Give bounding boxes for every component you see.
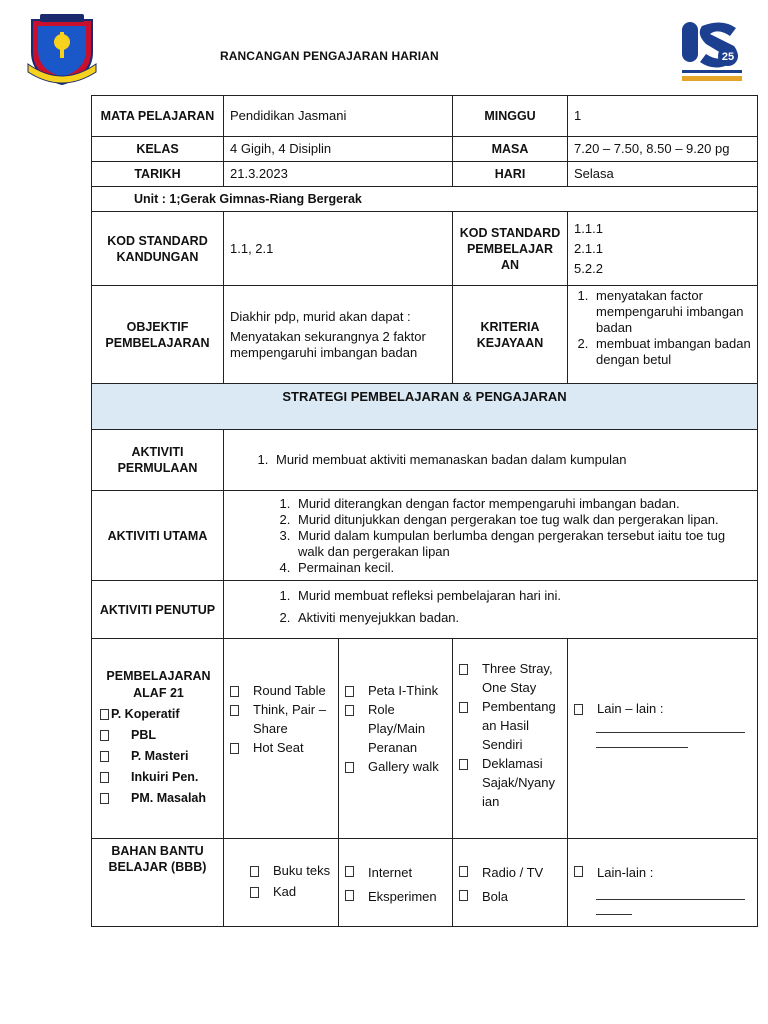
tarikh-value: 21.3.2023 <box>224 162 453 187</box>
checkbox-icon[interactable] <box>459 702 468 713</box>
lesson-plan-table <box>91 95 758 927</box>
fill-line[interactable] <box>596 733 688 748</box>
checkbox-icon[interactable] <box>459 664 468 675</box>
kod-sp-item: 5.2.2 <box>574 260 603 276</box>
logo-number: 25 <box>721 51 735 63</box>
checkbox-icon[interactable] <box>459 866 468 877</box>
alaf21-option[interactable]: PM. Masalah <box>100 788 217 809</box>
hari-value: Selasa <box>568 162 758 187</box>
bbb-option[interactable]: Kad <box>250 882 332 901</box>
penutup-item: 2. Aktiviti menyejukkan badan. <box>294 607 751 629</box>
bbb-col1 <box>224 839 339 927</box>
alaf21-option[interactable]: Pembentang an Hasil Sendiri <box>459 697 561 754</box>
mata-pelajaran-label: MATA PELAJARAN <box>92 96 224 137</box>
alaf21-option[interactable]: Lain – lain : <box>574 699 751 718</box>
bbb-option[interactable]: Bola <box>459 885 561 909</box>
tarikh-label: TARIKH <box>92 162 224 187</box>
row-tarikh <box>92 162 758 187</box>
row-alaf21 <box>92 639 758 839</box>
bbb-col3 <box>453 839 568 927</box>
objektif-text: Menyatakan sekurangnya 2 faktor mempengaruhi imbangan badan <box>230 328 426 360</box>
checkbox-icon[interactable] <box>345 705 354 716</box>
row-utama <box>92 491 758 581</box>
bbb-option[interactable]: Internet <box>345 861 446 885</box>
utama-item: 3. Murid dalam kumpulan berlumba dengan pergerakan tersebut iaitu toe tug walk dan pergerakan lipan <box>294 528 749 560</box>
checkbox-icon[interactable] <box>459 759 468 770</box>
alaf21-option[interactable]: Round Table <box>230 681 332 700</box>
permulaan-content <box>224 430 758 491</box>
row-unit <box>92 187 758 212</box>
kod-sp-item: 2.1.1 <box>574 240 603 256</box>
checkbox-icon[interactable] <box>100 751 109 762</box>
alaf21-option[interactable]: Deklamasi Sajak/Nyany ian <box>459 754 561 811</box>
penutup-item: 1. Murid membuat refleksi pembelajaran hari ini. <box>294 585 751 607</box>
checkbox-icon[interactable] <box>574 704 583 715</box>
alaf21-col2 <box>339 639 453 839</box>
kelas-value: 4 Gigih, 4 Disiplin <box>224 137 453 162</box>
page-title: RANCANGAN PENGAJARAN HARIAN <box>220 49 439 63</box>
alaf21-col1 <box>224 639 339 839</box>
kod-sk-value: 1.1, 2.1 <box>224 212 453 286</box>
masa-value: 7.20 – 7.50, 8.50 – 9.20 pg <box>568 137 758 162</box>
kod-sp-values <box>568 212 758 286</box>
bbb-col4 <box>568 839 758 927</box>
checkbox-icon[interactable] <box>345 686 354 697</box>
utama-item: 4. Permainan kecil. <box>294 560 749 576</box>
fill-line[interactable] <box>596 900 632 915</box>
objektif-intro: Diakhir pdp, murid akan dapat : <box>230 308 411 324</box>
alaf21-option[interactable]: Three Stray, One Stay <box>459 659 561 697</box>
checkbox-icon[interactable] <box>100 730 109 741</box>
checkbox-icon[interactable] <box>345 866 354 877</box>
kod-sp-label: KOD STANDARD PEMBELAJAR AN <box>453 212 568 286</box>
utama-item: 1. Murid diterangkan dengan factor mempengaruhi imbangan badan. <box>294 496 749 512</box>
kod-sp-item: 1.1.1 <box>574 220 603 236</box>
row-permulaan <box>92 430 758 491</box>
utama-label: AKTIVITI UTAMA <box>92 491 224 581</box>
checkbox-icon[interactable] <box>345 762 354 773</box>
permulaan-item: 1. Murid membuat aktiviti memanaskan badan dalam kumpulan <box>272 452 751 468</box>
kriteria-label: KRITERIA KEJAYAAN <box>453 286 568 384</box>
checkbox-icon[interactable] <box>459 890 468 901</box>
mata-pelajaran-value: Pendidikan Jasmani <box>224 96 453 137</box>
checkbox-icon[interactable] <box>100 709 109 720</box>
row-objektif <box>92 286 758 384</box>
alaf21-option[interactable]: PBL <box>100 725 217 746</box>
row-penutup <box>92 581 758 639</box>
alaf21-col3 <box>453 639 568 839</box>
alaf21-label: PEMBELAJARAN ALAF 21 <box>106 669 211 700</box>
unit-title: Unit : 1;Gerak Gimnas-Riang Bergerak <box>92 187 758 212</box>
minggu-value: 1 <box>568 96 758 137</box>
anniversary-logo <box>676 16 748 88</box>
school-crest-logo <box>24 12 100 88</box>
alaf21-option[interactable]: Think, Pair – Share <box>230 700 332 738</box>
fill-line[interactable] <box>596 718 745 733</box>
minggu-label: MINGGU <box>453 96 568 137</box>
row-kod-standard <box>92 212 758 286</box>
utama-content <box>224 491 758 581</box>
permulaan-label: AKTIVITI PERMULAAN <box>92 430 224 491</box>
kelas-label: KELAS <box>92 137 224 162</box>
checkbox-icon[interactable] <box>100 772 109 783</box>
hari-label: HARI <box>453 162 568 187</box>
masa-label: MASA <box>453 137 568 162</box>
bbb-option[interactable]: Lain-lain : <box>574 861 751 885</box>
strategi-title: STRATEGI PEMBELAJARAN & PENGAJARAN <box>92 384 758 430</box>
utama-item: 2. Murid ditunjukkan dengan pergerakan toe tug walk dan pergerakan lipan. <box>294 512 749 528</box>
checkbox-icon[interactable] <box>230 743 239 754</box>
checkbox-icon[interactable] <box>250 887 259 898</box>
kriteria-item: 1. menyatakan factor mempengaruhi imbangan badan <box>592 288 751 336</box>
bbb-option[interactable]: Radio / TV <box>459 861 561 885</box>
row-bbb <box>92 839 758 927</box>
checkbox-icon[interactable] <box>345 890 354 901</box>
alaf21-option[interactable]: Inkuiri Pen. <box>100 767 217 788</box>
bbb-option[interactable]: Eksperimen <box>345 885 446 909</box>
checkbox-icon[interactable] <box>100 793 109 804</box>
bbb-col2 <box>339 839 453 927</box>
checkbox-icon[interactable] <box>250 866 259 877</box>
checkbox-icon[interactable] <box>574 866 583 877</box>
kriteria-item: 2. membuat imbangan badan dengan betul <box>592 336 751 368</box>
kriteria-values <box>568 286 758 384</box>
kod-sk-label: KOD STANDARD KANDUNGAN <box>92 212 224 286</box>
alaf21-left <box>92 639 224 839</box>
alaf21-option[interactable]: P. Koperatif <box>100 704 217 725</box>
alaf21-option[interactable]: Role Play/Main Peranan <box>345 700 446 757</box>
alaf21-option[interactable]: Hot Seat <box>230 738 332 757</box>
alaf21-option[interactable]: P. Masteri <box>100 746 217 767</box>
checkbox-icon[interactable] <box>230 705 239 716</box>
penutup-content <box>224 581 758 639</box>
alaf21-option[interactable]: Gallery walk <box>345 757 446 776</box>
objektif-value <box>224 286 453 384</box>
checkbox-icon[interactable] <box>230 686 239 697</box>
fill-line[interactable] <box>596 885 745 900</box>
bbb-option[interactable]: Buku teks <box>250 861 332 880</box>
row-strategi-header <box>92 384 758 430</box>
bbb-label: BAHAN BANTU BELAJAR (BBB) <box>92 839 224 927</box>
row-mata-pelajaran <box>92 96 758 137</box>
row-kelas <box>92 137 758 162</box>
objektif-label: OBJEKTIF PEMBELAJARAN <box>92 286 224 384</box>
penutup-label: AKTIVITI PENUTUP <box>92 581 224 639</box>
alaf21-col4 <box>568 639 758 839</box>
alaf21-option[interactable]: Peta I-Think <box>345 681 446 700</box>
